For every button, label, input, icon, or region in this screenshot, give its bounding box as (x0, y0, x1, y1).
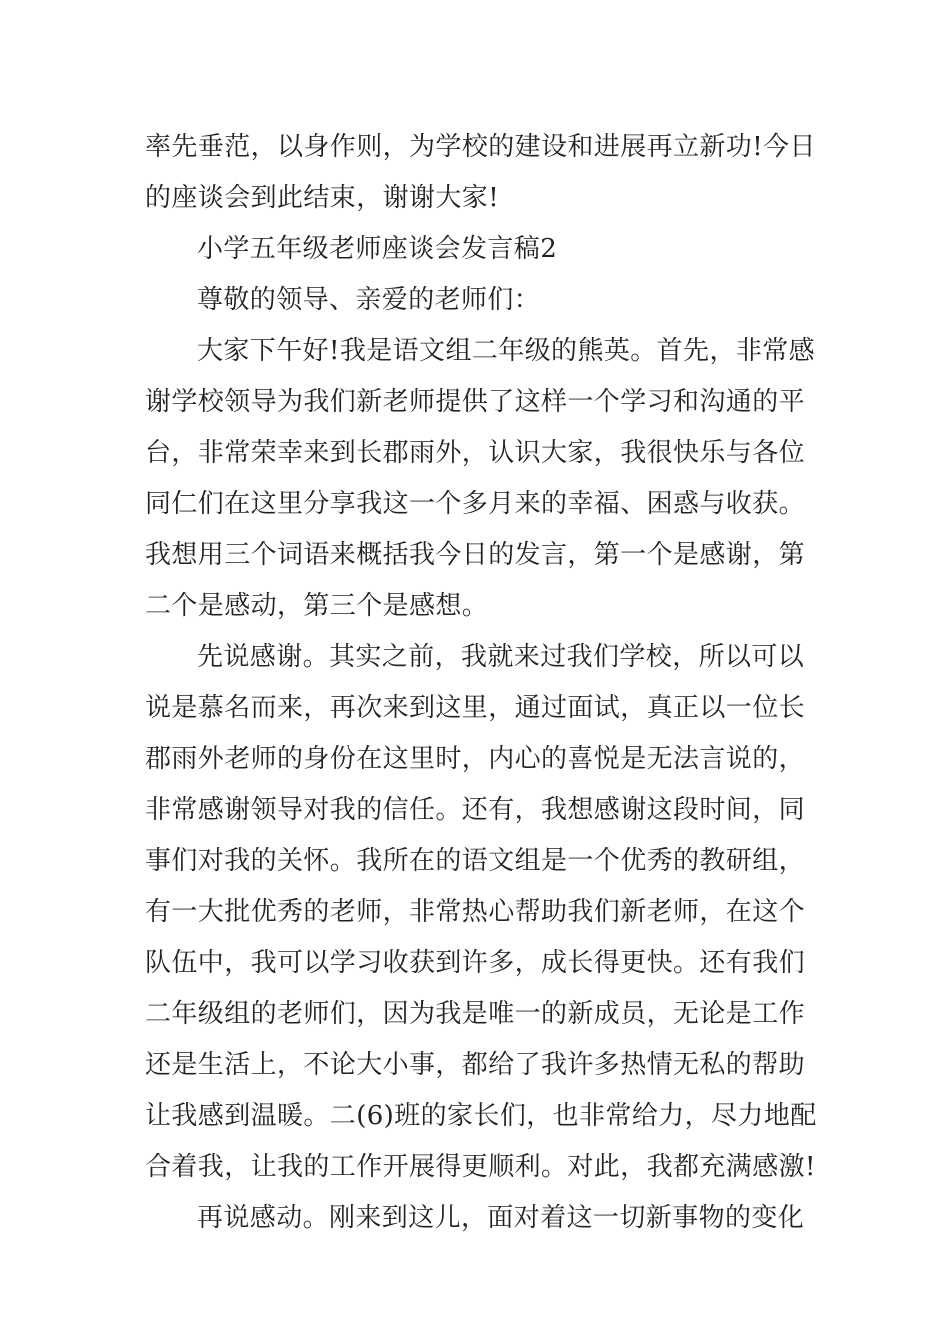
text-line: 再说感动。刚来到这儿，面对着这一切新事物的变化 (197, 1203, 805, 1233)
text-line: 先说感谢。其实之前，我就来过我们学校，所以可以 (197, 642, 805, 672)
text-line: 郡雨外老师的身份在这里时，内心的喜悦是无法言说的， (145, 744, 806, 774)
text-line: 有一大批优秀的老师，非常热心帮助我们新老师，在这个 (145, 897, 806, 927)
text-line: 小学五年级老师座谈会发言稿2 (197, 234, 558, 264)
text-line: 尊敬的领导、亲爱的老师们： (197, 285, 541, 315)
text-line: 还是生活上，不论大小事，都给了我许多热情无私的帮助 (145, 1050, 806, 1080)
text-line: 合着我，让我的工作开展得更顺利。对此，我都充满感激! (145, 1152, 816, 1182)
text-line: 大家下午好!我是语文组二年级的熊英。首先，非常感 (197, 336, 816, 366)
text-line: 的座谈会到此结束，谢谢大家! (145, 183, 500, 213)
text-line: 谢学校领导为我们新老师提供了这样一个学习和沟通的平 (145, 387, 806, 417)
text-line: 率先垂范，以身作则，为学校的建设和进展再立新功!今日 (145, 132, 816, 162)
text-line: 同仁们在这里分享我这一个多月来的幸福、困惑与收获。 (145, 489, 806, 519)
text-line: 二年级组的老师们，因为我是唯一的新成员，无论是工作 (145, 999, 806, 1029)
text-line: 事们对我的关怀。我所在的语文组是一个优秀的教研组， (145, 846, 806, 876)
text-line: 说是慕名而来，再次来到这里，通过面试，真正以一位长 (145, 693, 806, 723)
document-body (145, 122, 817, 1244)
text-line: 台，非常荣幸来到长郡雨外，认识大家，我很快乐与各位 (145, 438, 806, 468)
text-line: 非常感谢领导对我的信任。还有，我想感谢这段时间，同 (145, 795, 806, 825)
text-line: 二个是感动，第三个是感想。 (145, 591, 489, 621)
text-line: 让我感到温暖。二(6)班的家长们，也非常给力，尽力地配 (145, 1101, 817, 1131)
text-line: 我想用三个词语来概括我今日的发言，第一个是感谢，第 (145, 540, 806, 570)
text-line: 队伍中，我可以学习收获到许多，成长得更快。还有我们 (145, 948, 806, 978)
